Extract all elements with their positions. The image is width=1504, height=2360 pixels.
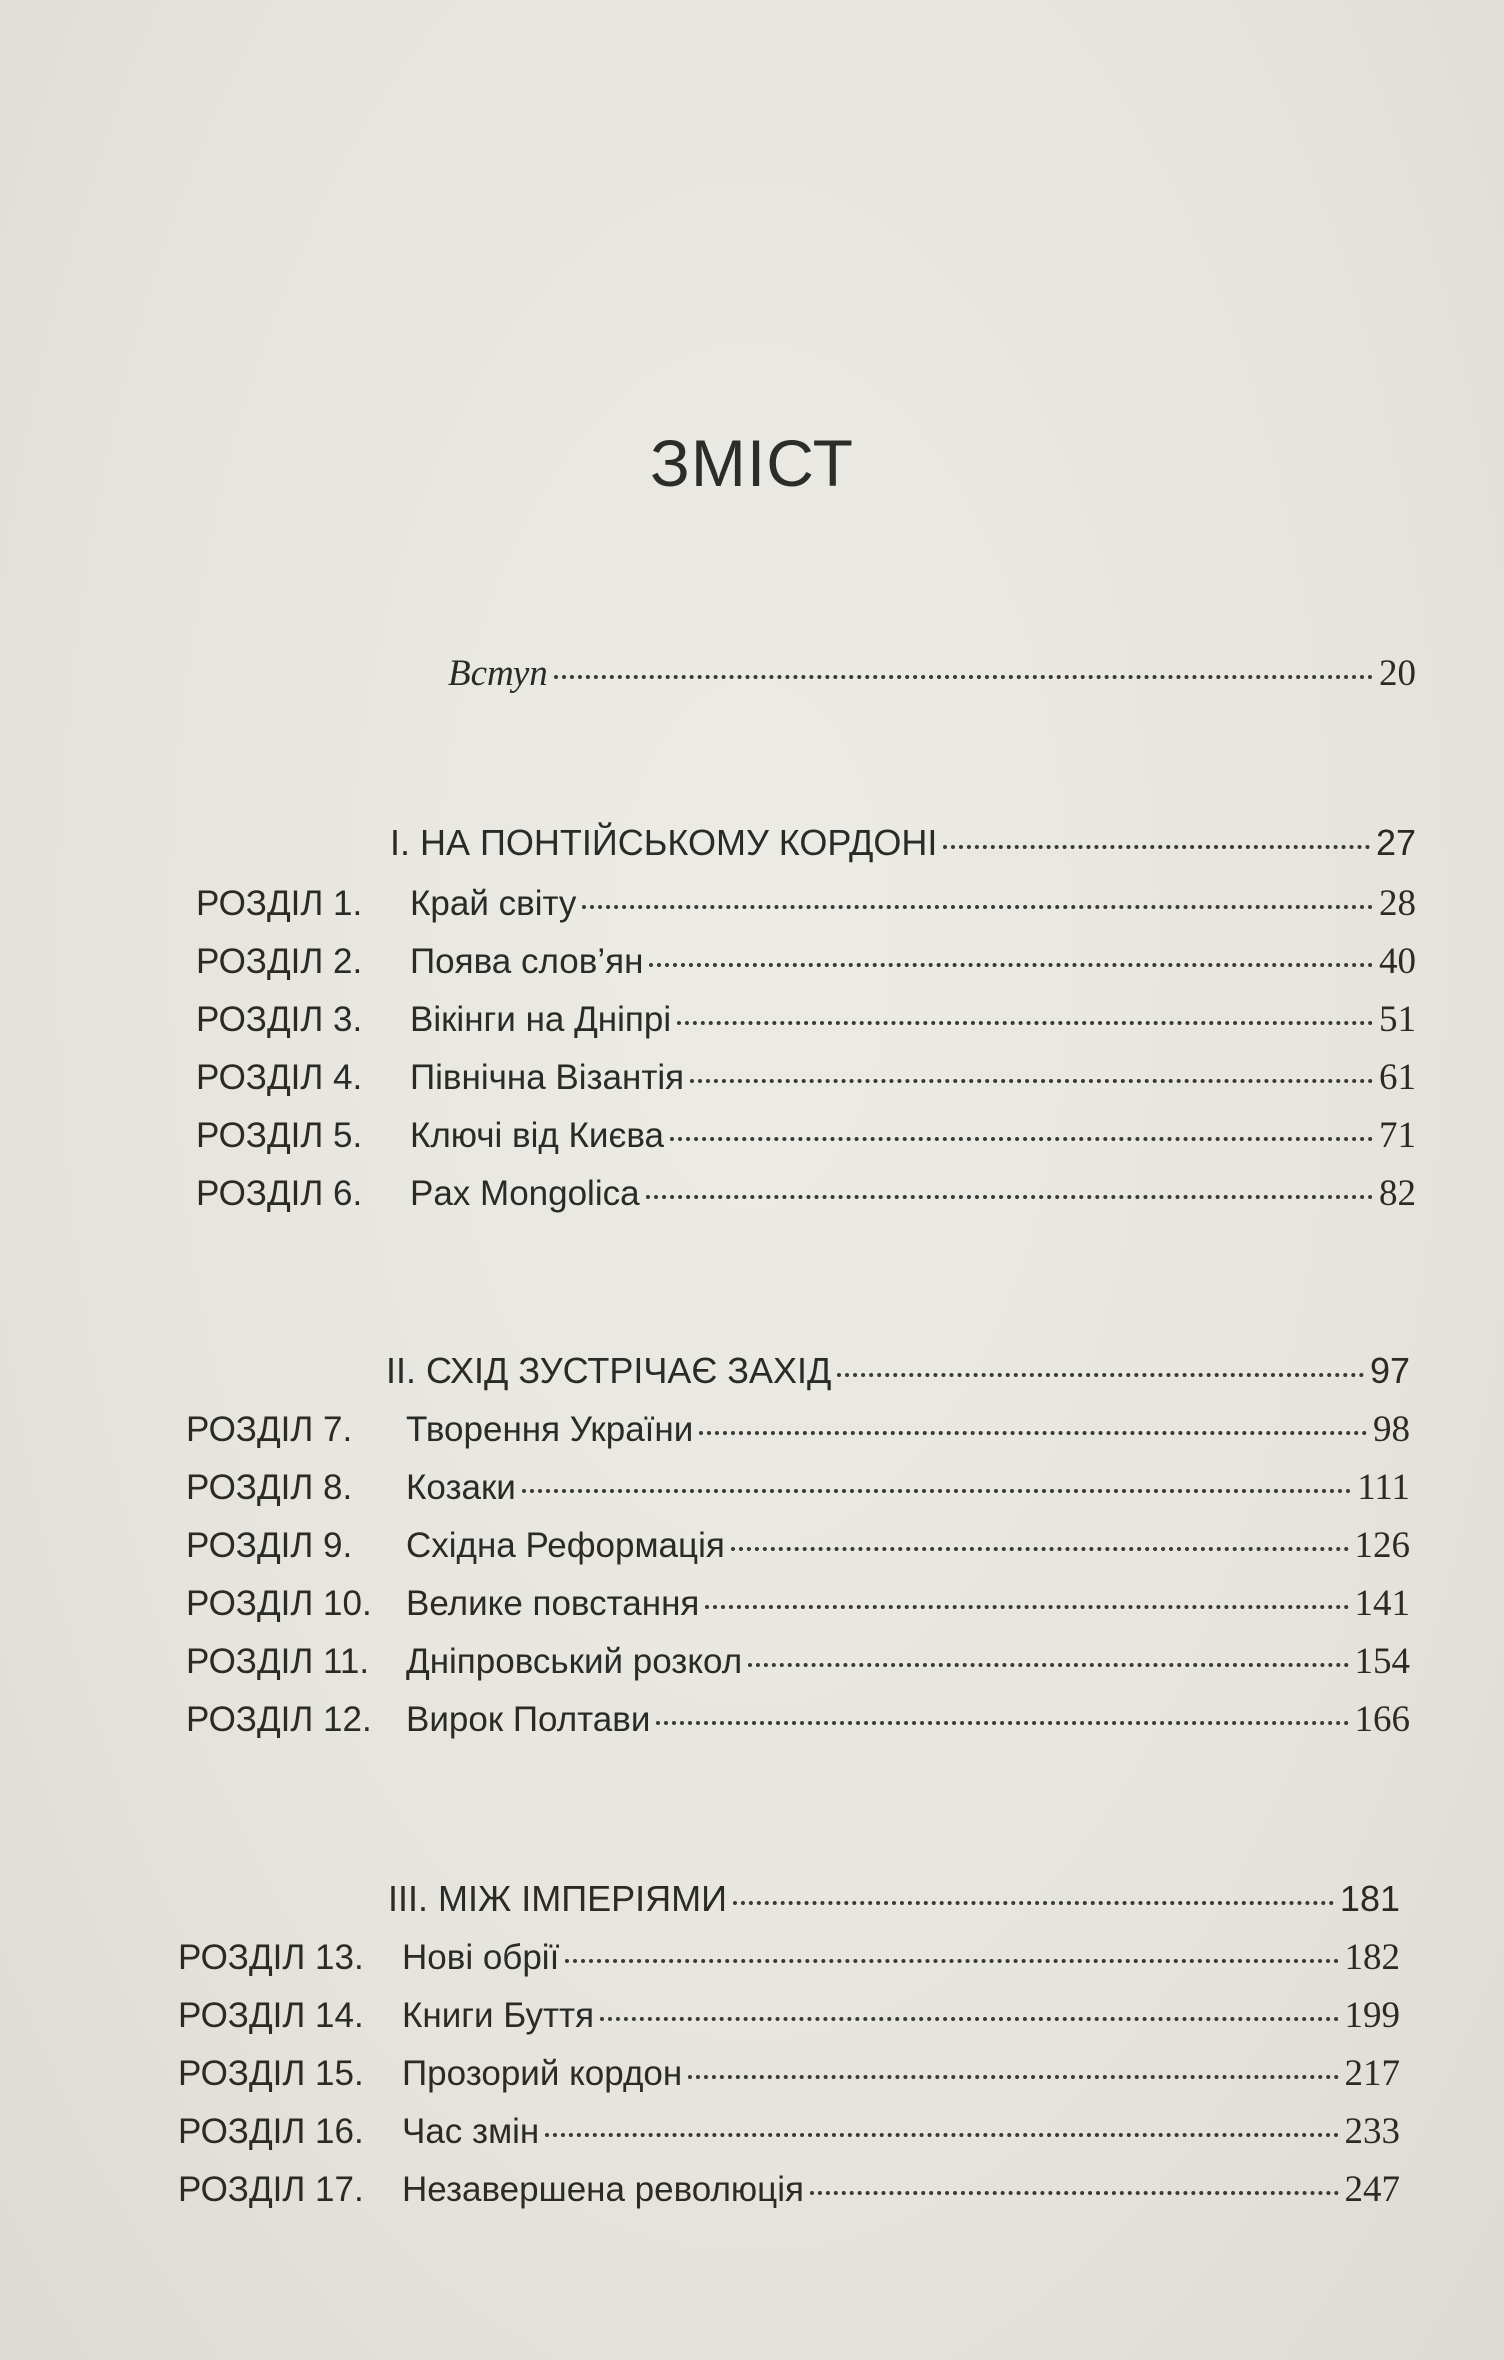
chapter-title: Поява слов’ян bbox=[410, 942, 644, 981]
dot-leader bbox=[522, 1489, 1351, 1493]
page-number: 71 bbox=[1379, 1115, 1416, 1156]
toc-chapter-row bbox=[196, 1172, 1416, 1220]
page-number: 247 bbox=[1344, 2169, 1400, 2210]
page-number: 28 bbox=[1379, 883, 1416, 924]
chapter-label: РОЗДІЛ 5. bbox=[196, 1116, 363, 1155]
part-title: I. НА ПОНТІЙСЬКОМУ КОРДОНІ bbox=[390, 822, 938, 863]
page-number: 166 bbox=[1354, 1699, 1410, 1740]
toc-part-row bbox=[390, 822, 1416, 870]
page-number: 154 bbox=[1354, 1641, 1410, 1682]
toc-chapter-row bbox=[186, 1524, 1410, 1572]
page-title: ЗМІСТ bbox=[650, 426, 854, 500]
chapter-title: Східна Реформація bbox=[406, 1526, 725, 1565]
chapter-label: РОЗДІЛ 8. bbox=[186, 1468, 353, 1507]
dot-leader bbox=[705, 1605, 1348, 1609]
toc-chapter-row bbox=[178, 1936, 1400, 1984]
chapter-title: Pax Mongolica bbox=[410, 1174, 640, 1213]
page-number: 217 bbox=[1344, 2053, 1400, 2094]
dot-leader bbox=[545, 2133, 1338, 2137]
toc-chapter-row bbox=[186, 1640, 1410, 1688]
chapter-title: Північна Візантія bbox=[410, 1058, 685, 1097]
chapter-label: РОЗДІЛ 16. bbox=[178, 2112, 364, 2151]
chapter-label: РОЗДІЛ 7. bbox=[186, 1410, 353, 1449]
dot-leader bbox=[810, 2191, 1339, 2195]
chapter-title: Незавершена революція bbox=[402, 2170, 804, 2209]
toc-chapter-row bbox=[186, 1582, 1410, 1630]
chapter-title: Час змін bbox=[402, 2112, 540, 2151]
dot-leader bbox=[670, 1137, 1373, 1141]
dot-leader bbox=[943, 845, 1370, 849]
dot-leader bbox=[837, 1373, 1364, 1377]
dot-leader bbox=[554, 675, 1373, 679]
page-number: 126 bbox=[1354, 1525, 1410, 1566]
toc-chapter-row bbox=[178, 2110, 1400, 2158]
part-title: III. МІЖ ІМПЕРІЯМИ bbox=[388, 1878, 727, 1919]
toc-intro-row bbox=[448, 652, 1416, 700]
toc-chapter-row bbox=[186, 1466, 1410, 1514]
dot-leader bbox=[733, 1901, 1334, 1905]
toc-part-row bbox=[386, 1350, 1410, 1398]
toc-chapter-row bbox=[196, 1114, 1416, 1162]
dot-leader bbox=[688, 2075, 1338, 2079]
toc-chapter-row bbox=[196, 998, 1416, 1046]
chapter-label: РОЗДІЛ 9. bbox=[186, 1526, 353, 1565]
part-title: II. СХІД ЗУСТРІЧАЄ ЗАХІД bbox=[386, 1350, 832, 1391]
dot-leader bbox=[649, 963, 1373, 967]
toc-chapter-row bbox=[196, 940, 1416, 988]
dot-leader bbox=[748, 1663, 1348, 1667]
chapter-title: Велике повстання bbox=[406, 1584, 700, 1623]
page-number: 27 bbox=[1375, 822, 1416, 863]
chapter-title: Край світу bbox=[410, 884, 577, 923]
chapter-title: Книги Буття bbox=[402, 1996, 595, 2035]
chapter-label: РОЗДІЛ 2. bbox=[196, 942, 363, 981]
page-number: 141 bbox=[1354, 1583, 1410, 1624]
chapter-label: РОЗДІЛ 4. bbox=[196, 1058, 363, 1097]
toc-chapter-row bbox=[196, 1056, 1416, 1104]
dot-leader bbox=[690, 1079, 1373, 1083]
chapter-label: РОЗДІЛ 13. bbox=[178, 1938, 364, 1977]
dot-leader bbox=[677, 1021, 1373, 1025]
toc-chapter-row bbox=[196, 882, 1416, 930]
chapter-title: Дніпровський розкол bbox=[406, 1642, 743, 1681]
chapter-label: РОЗДІЛ 12. bbox=[186, 1700, 372, 1739]
page-number: 97 bbox=[1369, 1350, 1410, 1391]
page-number: 233 bbox=[1344, 2111, 1400, 2152]
chapter-label: РОЗДІЛ 14. bbox=[178, 1996, 364, 2035]
dot-leader bbox=[731, 1547, 1349, 1551]
dot-leader bbox=[646, 1195, 1373, 1199]
chapter-title: Вікінги на Дніпрі bbox=[410, 1000, 672, 1039]
dot-leader bbox=[565, 1959, 1338, 1963]
page-number: 199 bbox=[1344, 1995, 1400, 2036]
chapter-title: Творення України bbox=[406, 1410, 694, 1449]
dot-leader bbox=[699, 1431, 1367, 1435]
toc-intro-label: Вступ bbox=[448, 653, 548, 694]
page-number: 181 bbox=[1339, 1878, 1400, 1919]
dot-leader bbox=[600, 2017, 1338, 2021]
page-number: 111 bbox=[1357, 1467, 1410, 1508]
chapter-title: Ключі від Києва bbox=[410, 1116, 665, 1155]
chapter-label: РОЗДІЛ 15. bbox=[178, 2054, 364, 2093]
toc-chapter-row bbox=[178, 2052, 1400, 2100]
chapter-label: РОЗДІЛ 17. bbox=[178, 2170, 364, 2209]
page-number: 98 bbox=[1373, 1409, 1410, 1450]
dot-leader bbox=[656, 1721, 1348, 1725]
page-number: 82 bbox=[1379, 1173, 1416, 1214]
page-number: 51 bbox=[1379, 999, 1416, 1040]
page-number: 61 bbox=[1379, 1057, 1416, 1098]
chapter-label: РОЗДІЛ 10. bbox=[186, 1584, 372, 1623]
toc-part-row bbox=[388, 1878, 1400, 1926]
toc-chapter-row bbox=[186, 1408, 1410, 1456]
page-number: 182 bbox=[1344, 1937, 1400, 1978]
chapter-title: Нові обрії bbox=[402, 1938, 560, 1977]
chapter-title: Козаки bbox=[406, 1468, 516, 1507]
chapter-label: РОЗДІЛ 3. bbox=[196, 1000, 363, 1039]
toc-chapter-row bbox=[178, 2168, 1400, 2216]
dot-leader bbox=[582, 905, 1373, 909]
chapter-title: Прозорий кордон bbox=[402, 2054, 683, 2093]
chapter-label: РОЗДІЛ 11. bbox=[186, 1642, 370, 1681]
chapter-label: РОЗДІЛ 1. bbox=[196, 884, 363, 923]
toc-chapter-row bbox=[186, 1698, 1410, 1746]
page-number: 40 bbox=[1379, 941, 1416, 982]
toc-chapter-row bbox=[178, 1994, 1400, 2042]
page-number: 20 bbox=[1379, 653, 1416, 694]
chapter-label: РОЗДІЛ 6. bbox=[196, 1174, 363, 1213]
chapter-title: Вирок Полтави bbox=[406, 1700, 651, 1739]
